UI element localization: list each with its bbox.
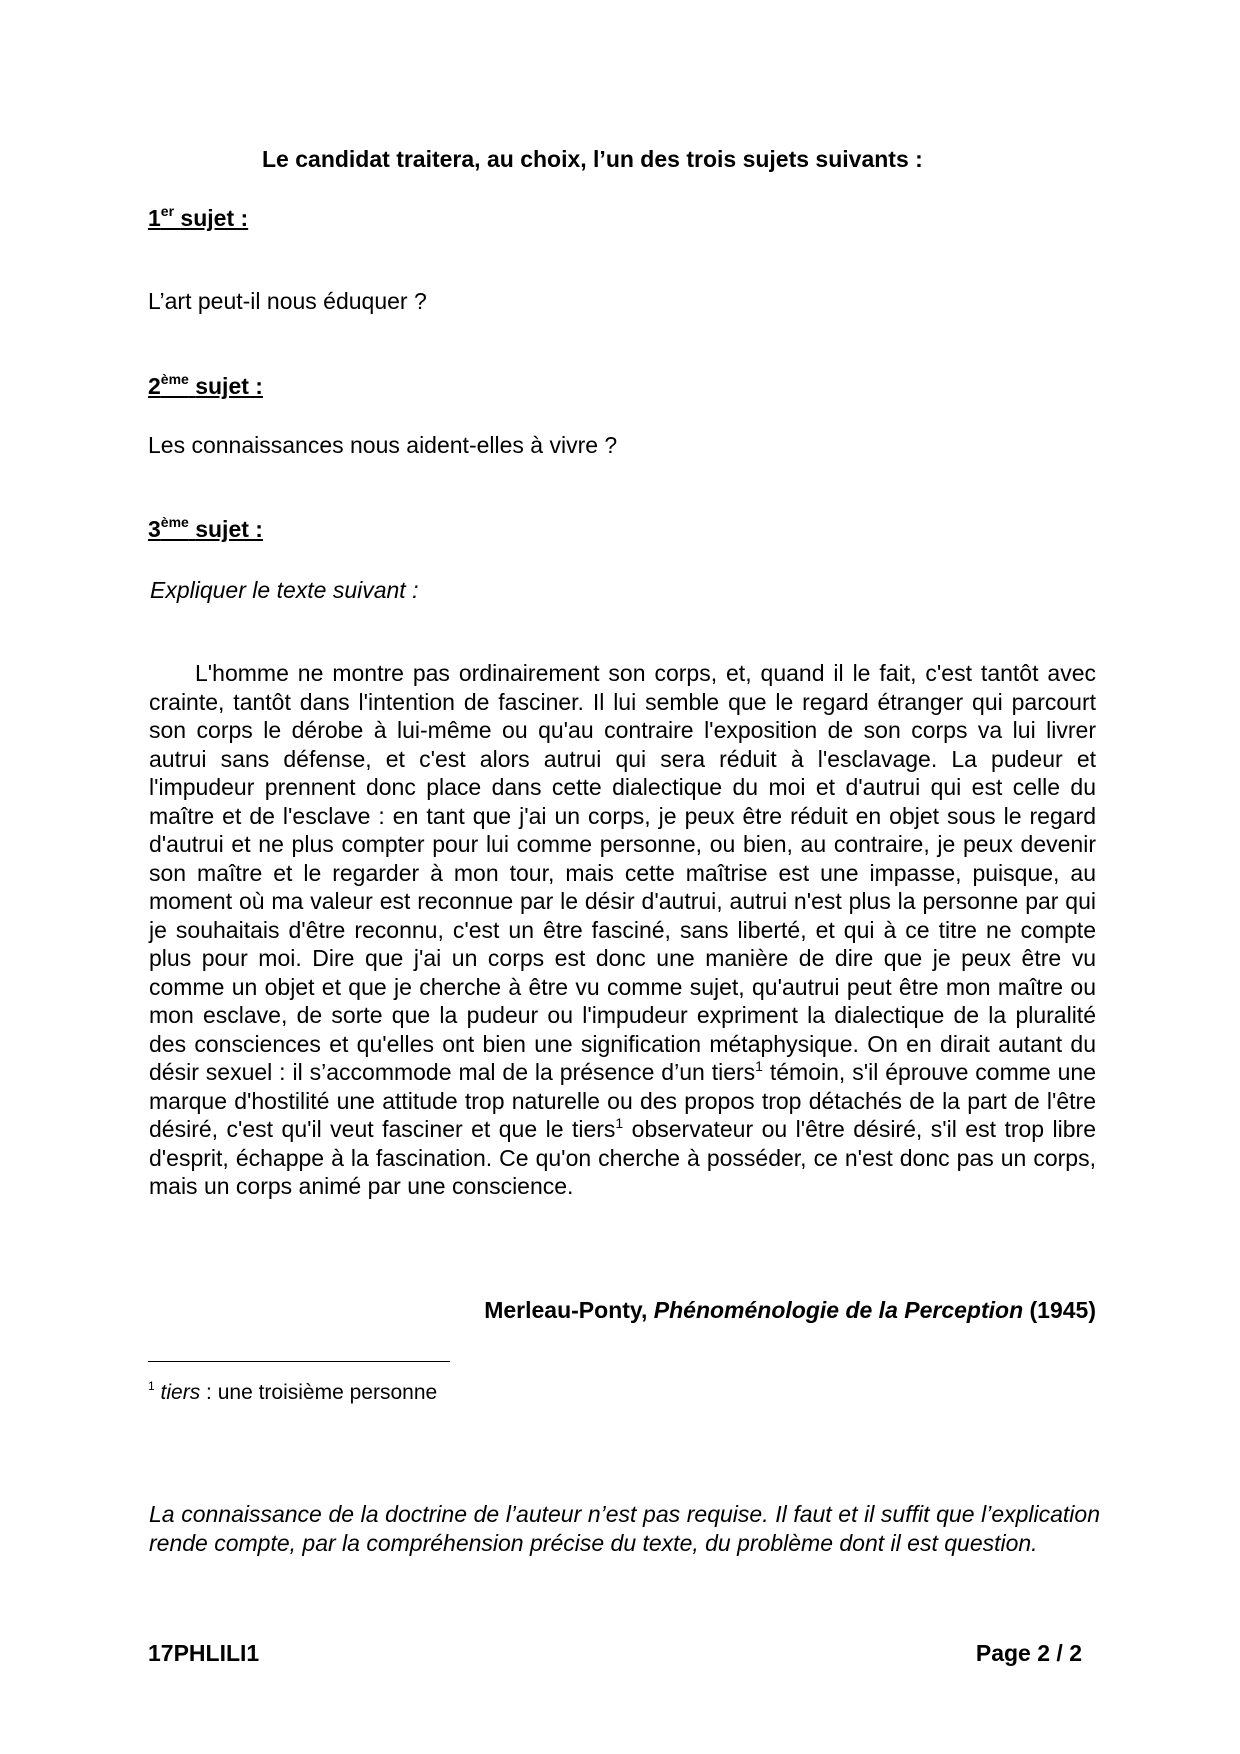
exam-instruction: Le candidat traitera, au choix, l’un des trois sujets suivants : bbox=[262, 146, 923, 172]
footnote-ref-2: 1 bbox=[615, 1115, 624, 1131]
exam-code: 17PHLILI1 bbox=[148, 1640, 260, 1666]
explanation-note: La connaissance de la doctrine de l’auteur n’est pas requise. Il faut et il suffit que l’explication rende compte, par la compréhension précise du texte, du problème dont il est question. bbox=[149, 1501, 1100, 1556]
footnote-definition: : une troisième personne bbox=[200, 1381, 438, 1404]
footnote-ref-1: 1 bbox=[755, 1058, 763, 1074]
footnote-number: 1 bbox=[148, 1379, 155, 1393]
subject-1-number: 1 bbox=[148, 205, 161, 231]
attribution-year: (1945) bbox=[1029, 1297, 1096, 1323]
attribution-work: Phénoménologie de la Perception bbox=[653, 1297, 1024, 1323]
attribution-author: Merleau-Ponty, bbox=[484, 1297, 648, 1323]
subject-2-heading bbox=[148, 373, 263, 400]
footnote bbox=[148, 1381, 437, 1405]
subject-3-ordinal: ème bbox=[160, 514, 189, 530]
subject-3-instruction: Expliquer le texte suivant : bbox=[150, 577, 419, 603]
passage-attribution bbox=[484, 1297, 1096, 1324]
subject-2-label: sujet : bbox=[195, 373, 263, 399]
subject-2-number: 2 bbox=[148, 373, 161, 399]
passage-part-3: observateur ou l'être désiré, s'il est trop libre d'esprit, échappe à la fascination. Ce qu'on cherche à posséder, ce n'est donc pas un corps, mais un corps animé par une conscience. bbox=[149, 1116, 1097, 1199]
philosophy-passage bbox=[149, 659, 1096, 1201]
footnote-divider bbox=[148, 1361, 450, 1362]
subject-1-label: sujet : bbox=[180, 205, 249, 231]
page-number: Page 2 / 2 bbox=[975, 1640, 1082, 1666]
passage-part-1: L'homme ne montre pas ordinairement son corps, et, quand il le fait, c'est tantôt avec crainte, tantôt dans l'intention de fasciner. Il lui semble que le regard étranger qui parcourt son corps le dérobe à lui-même ou qu'au contraire l'exposition de son corps va lui livrer autrui sans défense, et c'est alors autrui qui sera réduit à l'esclavage. La pudeur et l'impudeur prennent donc place dans cette dialectique du moi et d'autrui qui est celle du maître et de l'esclave : en tant que j'ai un corps, je peux être réduit en objet sous le regard d'autrui et ne plus compter pour lui comme personne, ou bien, au contraire, je peux devenir son maître et le regarder à mon tour, mais cette maîtrise est une impasse, puisque, au moment où ma valeur est reconnue par le désir d'autrui, autrui n'est plus la personne par qui je souhaitais d'être reconnu, c'est un être fasciné, sans liberté, et qui à ce titre ne compte plus pour moi. Dire que j'ai un corps est donc une manière de dire que je peux être vu comme un objet et que je cherche à être vu comme sujet, qu'autrui peut être mon maître ou mon esclave, de sorte que la pudeur ou l'impudeur expriment la dialectique de la pluralité des consciences et qu'elles ont bien une signification métaphysique. On en dirait autant du désir sexuel : il s’accommode mal de la présence d’un tiers bbox=[149, 660, 1096, 1085]
subject-3-number: 3 bbox=[148, 516, 161, 542]
subject-2-ordinal: ème bbox=[160, 371, 189, 387]
passage-part-2: témoin, s'il éprouve comme une marque d'hostilité une attitude trop naturelle ou des propos trop détachés de la part de l'être désiré, c'est qu'il veut fasciner et que le tiers bbox=[149, 1059, 1096, 1142]
footnote-term: tiers bbox=[160, 1381, 201, 1404]
subject-1-question: L’art peut-il nous éduquer ? bbox=[148, 288, 427, 314]
subject-3-heading bbox=[148, 516, 263, 543]
subject-1-ordinal: er bbox=[160, 203, 175, 219]
subject-2-question: Les connaissances nous aident-elles à vivre ? bbox=[148, 432, 618, 458]
subject-1-heading bbox=[148, 205, 248, 232]
subject-3-label: sujet : bbox=[195, 516, 263, 542]
